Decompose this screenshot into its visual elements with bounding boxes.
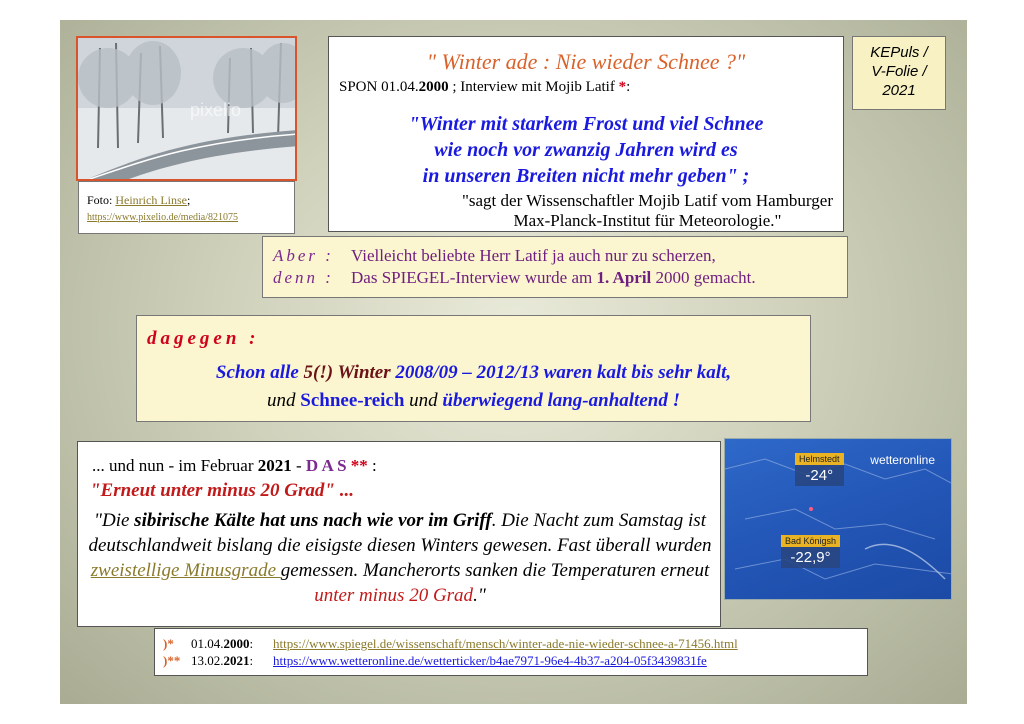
das-body: "Die sibirische Kälte hat uns nach wie vor im Griff. Die Nacht zum Samstag ist deutschlandweit bislang die eisigste diesen Winters gewesen. Fast überall wurden zweistellige Minusgrade gemessen. Mancherorts sanken die Temperaturen erneut unter minus 20 Grad.": [88, 510, 712, 606]
dagegen-line-2: und Schnee-reich und überwiegend lang-anhaltend !: [267, 390, 680, 411]
dagegen-heading: dagegen :: [147, 328, 260, 349]
footnote-row: )* 01.04.2000: https://www.spiegel.de/wissenschaft/mensch/winter-ade-nie-wieder-schnee-a-71456.html: [163, 636, 738, 651]
caption-separator: ;: [187, 193, 191, 207]
quote-attribution: "sagt der Wissenschaftler Mojib Latif vom Hamburger Max-Planck-Institut für Meteorologie.": [461, 191, 833, 230]
das-headline: "Erneut unter minus 20 Grad" ...: [90, 480, 354, 501]
aber-label: Aber :: [273, 246, 334, 265]
aber-box: [262, 236, 848, 298]
svg-text:pixelio: pixelio: [190, 100, 242, 120]
footnotes: [154, 628, 868, 676]
photo-url-link[interactable]: https://www.pixelio.de/media/821075: [87, 212, 239, 223]
weather-map: [724, 438, 952, 600]
quote-title: " Winter ade : Nie wieder Schnee ?": [426, 49, 746, 74]
snow-road-photo: [76, 36, 297, 181]
aber-text: Vielleicht beliebte Herr Latif ja auch nur zu scherzen,: [351, 246, 716, 265]
station-badge: Helmstedt -24°: [795, 453, 844, 486]
source-line: SPON 01.04.2000 ; Interview mit Mojib Latif *:: [339, 79, 631, 95]
latif-quote: "Winter mit starkem Frost und viel Schnee wie noch vor zwanzig Jahren wird es in unseren Breiten nicht mehr geben" ;: [408, 113, 764, 187]
denn-label: denn :: [273, 268, 334, 287]
wetteronline-link[interactable]: https://www.wetteronline.de/wetterticker/b4ae7971-96e4-4b37-a204-05f3439831fe: [273, 653, 707, 668]
spiegel-link[interactable]: https://www.spiegel.de/wissenschaft/mensch/winter-ade-nie-wieder-schnee-a-71456.html: [273, 636, 738, 651]
quote-box: [328, 36, 844, 232]
kepuls-tag: KEPuls / V-Folie / 2021: [852, 36, 946, 110]
station-badge: Bad Königsh -22,9°: [781, 535, 840, 568]
das-box: [77, 441, 721, 627]
snow-landscape-image: [78, 38, 297, 181]
denn-text: Das SPIEGEL-Interview wurde am 1. April 2000 gemacht.: [351, 268, 756, 287]
photographer-link[interactable]: Heinrich Linse: [115, 193, 187, 207]
dagegen-line-1: Schon alle 5(!) Winter 2008/09 – 2012/13 waren kalt bis sehr kalt,: [215, 362, 732, 383]
caption-prefix: Foto:: [87, 193, 113, 207]
das-intro: ... und nun - im Februar 2021 - D A S ** :: [92, 456, 377, 475]
photo-caption: [78, 181, 295, 234]
dagegen-box: [136, 315, 811, 422]
minusgrade-link[interactable]: zweistellige Minusgrade: [90, 560, 281, 581]
wetteronline-logo: wetteronline: [870, 453, 935, 467]
footnote-row: )** 13.02.2021: https://www.wetteronline.de/wetterticker/b4ae7971-96e4-4b37-a204-05f3439831fe: [163, 653, 707, 668]
